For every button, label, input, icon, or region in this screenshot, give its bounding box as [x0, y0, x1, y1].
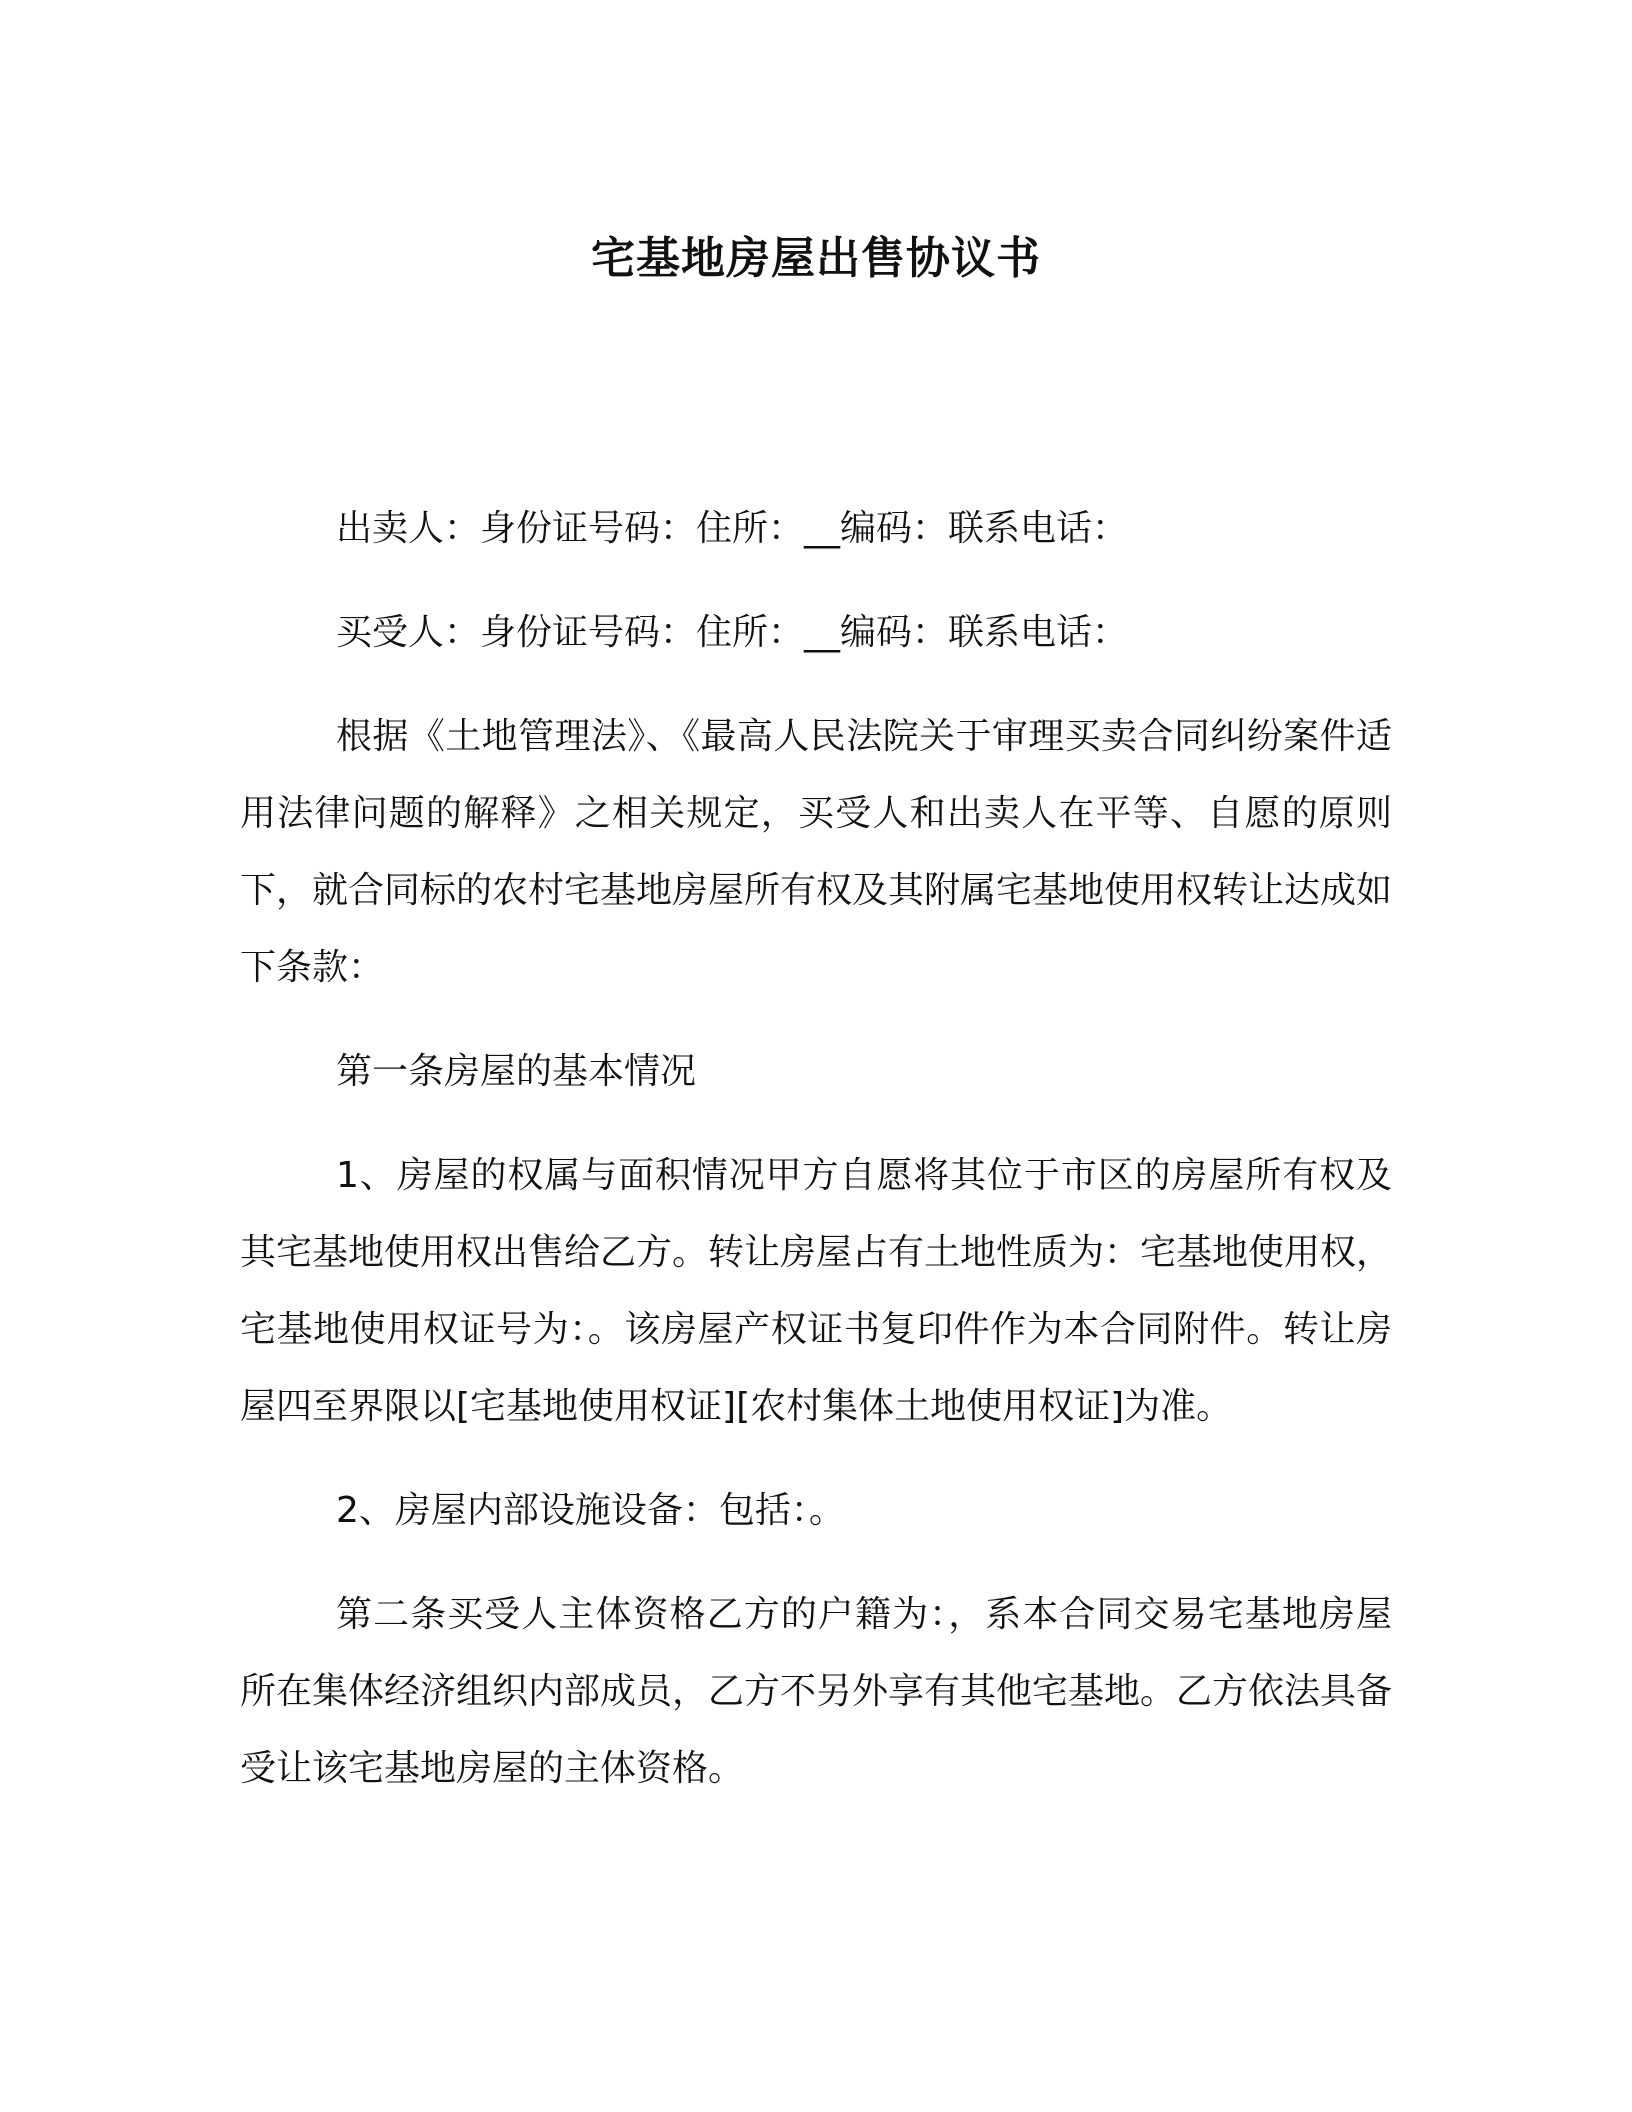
document-title: 宅基地房屋出售协议书 [591, 233, 1041, 284]
article-one-clause-1: 1、房屋的权属与面积情况甲方自愿将其位于市区的房屋所有权及其宅基地使用权出售给乙方。转让房屋占有土地性质为：宅基地使用权，宅基地使用权证号为：。该房屋产权证书复印件作为本合同附件。转让房屋四至界限以[宅基地使用权证][农村集体土地使用权证]为准。 [240, 1155, 1393, 1427]
article-two-paragraph: 第二条买受人主体资格乙方的户籍为：，系本合同交易宅基地房屋所在集体经济组织内部成员，乙方不另外享有其他宅基地。乙方依法具备受让该宅基地房屋的主体资格。 [240, 1594, 1393, 1789]
seller-info-line: 出卖人：身份证号码：住所：__编码：联系电话： [336, 508, 1129, 549]
article-one-heading: 第一条房屋的基本情况 [336, 1051, 697, 1092]
document-body [240, 490, 1392, 1807]
article-one-clause-2: 2、房屋内部设施设备：包括：。 [336, 1490, 845, 1531]
preamble-paragraph: 根据《土地管理法》、《最高人民法院关于审理买卖合同纠纷案件适用法律问题的解释》之相关规定，买受人和出卖人在平等、自愿的原则下，就合同标的农村宅基地房屋所有权及其附属宅基地使用权转让达成如下条款： [240, 716, 1393, 988]
buyer-info-line: 买受人：身份证号码：住所：__编码：联系电话： [336, 612, 1129, 653]
